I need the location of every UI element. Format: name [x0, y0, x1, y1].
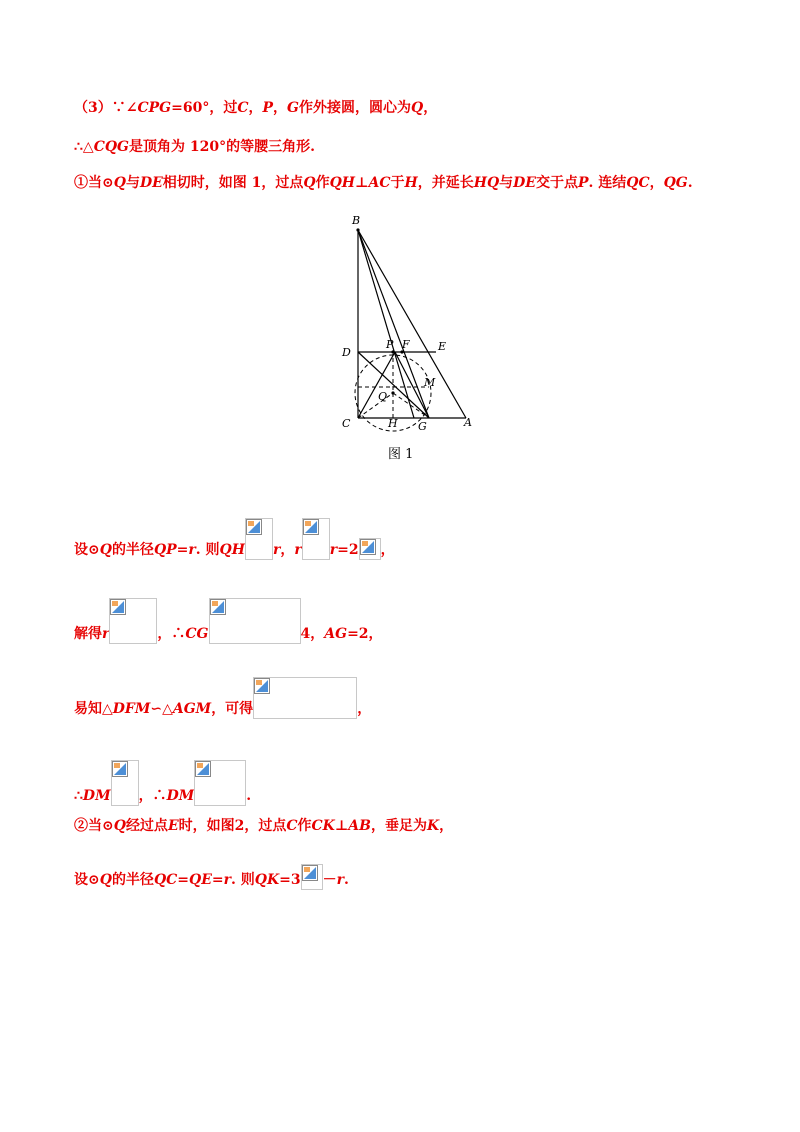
segment-cp [358, 352, 395, 418]
text: = [211, 872, 224, 888]
text: CG [185, 626, 209, 642]
point-q [391, 391, 394, 394]
text: QK [254, 872, 280, 888]
text: ， [649, 175, 664, 191]
text: ⊥ [355, 175, 369, 191]
formula-image-placeholder [245, 518, 273, 560]
text: CK [311, 818, 335, 834]
text: Q [411, 100, 424, 116]
text: P [577, 175, 589, 191]
label-b: B [352, 214, 361, 227]
text: Q [113, 175, 126, 191]
text: AB [348, 818, 371, 834]
text: 作 [315, 175, 330, 191]
text: 作 [297, 818, 312, 834]
text: （3）∵∠ [74, 100, 138, 116]
line-2 [74, 137, 315, 157]
text: . [246, 788, 252, 804]
text: 交于点 [535, 175, 578, 191]
label-g: G [418, 420, 427, 433]
text: ， [423, 100, 438, 116]
text: P [262, 100, 274, 116]
label-p: P [386, 338, 394, 351]
broken-image-icon [254, 678, 270, 694]
text: QP [153, 542, 177, 558]
formula-image-placeholder [302, 518, 330, 560]
text: 时，如图2，过点 [178, 818, 287, 834]
text: QG [663, 175, 688, 191]
line-9 [74, 864, 349, 890]
text: ∽△ [150, 701, 173, 717]
text: ∴△ [74, 139, 94, 155]
text: K [426, 818, 440, 834]
formula-image-placeholder [109, 598, 157, 644]
text: =3 [279, 872, 301, 888]
text: ⊥ [334, 818, 349, 834]
label-h: H [388, 417, 398, 430]
line-6 [74, 677, 371, 719]
text: r [336, 872, 345, 888]
point-b [356, 228, 359, 231]
text: QC [153, 872, 178, 888]
formula-image-placeholder [194, 760, 246, 806]
text: . [687, 175, 693, 191]
text: － [322, 872, 337, 888]
text: 与 [125, 175, 140, 191]
broken-image-icon [112, 761, 128, 777]
formula-image-placeholder [209, 598, 301, 644]
text: r [294, 542, 302, 558]
broken-image-icon [195, 761, 211, 777]
text: Q [113, 818, 126, 834]
text: =60°，过 [171, 100, 238, 116]
text: r [188, 542, 196, 558]
text: r [102, 626, 110, 642]
line-1 [74, 98, 437, 118]
text: 4， [300, 626, 325, 642]
text: r [223, 872, 232, 888]
text: DE [513, 175, 536, 191]
formula-image-placeholder [111, 760, 139, 806]
text: . 连结 [588, 175, 627, 191]
text: ， [439, 818, 454, 834]
text: 易知△ [74, 701, 113, 717]
text: AGM [172, 701, 212, 717]
broken-image-icon [246, 519, 262, 535]
geometry-figure [330, 212, 490, 472]
label-q: Q [378, 390, 388, 403]
text: ，∴ [138, 788, 167, 804]
text: =2 [337, 542, 359, 558]
line-5 [74, 598, 383, 644]
broken-image-icon [360, 539, 376, 555]
text: ，垂足为 [370, 818, 427, 834]
formula-image-placeholder [301, 864, 323, 890]
text: HQ [473, 175, 500, 191]
text: 是顶角为 120°的等腰三角形. [128, 139, 315, 155]
text: QE [189, 872, 212, 888]
label-d: D [342, 346, 351, 359]
text: ， [280, 542, 295, 558]
text: 与 [499, 175, 514, 191]
text: 相切时，如图 1，过点 [162, 175, 304, 191]
label-e: E [438, 340, 447, 353]
text: = [177, 872, 190, 888]
label-a: A [464, 416, 472, 429]
figure-caption: 图 1 [388, 447, 414, 462]
text: ①当⊙ [74, 175, 114, 191]
text: Q [303, 175, 316, 191]
text: AC [368, 175, 391, 191]
text: = [176, 542, 189, 558]
label-f: F [402, 338, 410, 351]
text: DM [166, 788, 195, 804]
text: ∴ [74, 788, 83, 804]
text: DM [82, 788, 111, 804]
text: =2， [347, 626, 383, 642]
text: 作外接圆，圆心为 [299, 100, 411, 116]
formula-image-placeholder [359, 538, 381, 560]
text: 解得 [74, 626, 102, 642]
text: ②当⊙ [74, 818, 114, 834]
segment-qg [393, 393, 429, 418]
formula-image-placeholder [253, 677, 357, 719]
text: 的半径 [111, 542, 154, 558]
text: ， [380, 542, 395, 558]
text: ，并延长 [417, 175, 474, 191]
text: 设⊙ [74, 872, 100, 888]
text: 经过点 [125, 818, 168, 834]
line-8 [74, 816, 453, 836]
text: ， [357, 701, 372, 717]
text: 设⊙ [74, 542, 100, 558]
broken-image-icon [302, 865, 318, 881]
label-c: C [342, 417, 351, 430]
text: H [404, 175, 418, 191]
broken-image-icon [210, 599, 226, 615]
broken-image-icon [110, 599, 126, 615]
text: . 则 [195, 542, 220, 558]
text: QH [329, 175, 356, 191]
text: C [286, 818, 298, 834]
text: QH [219, 542, 245, 558]
text: G [287, 100, 299, 116]
text: r [329, 542, 338, 558]
text: ，∴ [157, 626, 186, 642]
text: C [237, 100, 249, 116]
text: Q [99, 872, 112, 888]
line-7 [74, 760, 251, 806]
broken-image-icon [303, 519, 319, 535]
text: . 则 [231, 872, 255, 888]
text: E [167, 818, 179, 834]
text: CPG [137, 100, 172, 116]
text: r [272, 542, 281, 558]
text: . [344, 872, 349, 888]
text: ， [248, 100, 263, 116]
line-4 [74, 518, 395, 560]
text: DFM [112, 701, 151, 717]
text: ， [273, 100, 288, 116]
text: 于 [390, 175, 405, 191]
text: Q [99, 542, 112, 558]
text: DE [139, 175, 163, 191]
text: CQG [93, 139, 129, 155]
label-m: M [424, 376, 436, 389]
text: AG [324, 626, 348, 642]
line-3 [74, 173, 693, 193]
text: ，可得 [211, 701, 254, 717]
text: QC [626, 175, 650, 191]
segment-qc [358, 393, 393, 418]
text: 的半径 [111, 872, 154, 888]
